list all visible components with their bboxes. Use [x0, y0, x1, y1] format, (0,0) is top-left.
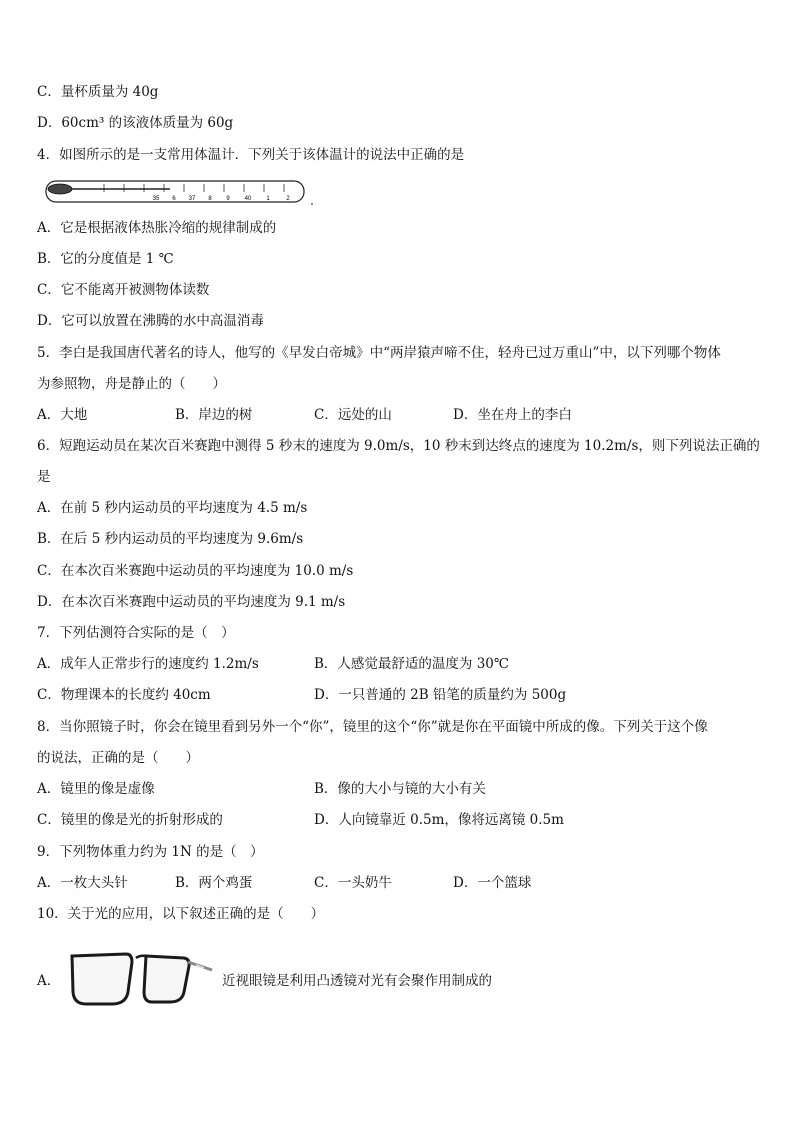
q7-option-d: D．一只普通的 2B 铅笔的质量约为 500g	[314, 687, 567, 703]
q6-option-b: B．在后 5 秒内运动员的平均速度为 9.6m/s	[37, 531, 304, 547]
q6-option-a: A．在前 5 秒内运动员的平均速度为 4.5 m/s	[37, 500, 308, 516]
thermometer-scale-label: 2	[286, 196, 290, 202]
q4-option-a: A．它是根据液体热胀冷缩的规律制成的	[37, 220, 277, 236]
thermometer-scale-label: 37	[188, 196, 196, 202]
q10-option-a-label: A．	[37, 973, 61, 989]
q5-option-c: C．远处的山	[314, 407, 392, 423]
thermometer-scale-label: 8	[208, 196, 212, 202]
q4-option-d: D．它可以放置在沸腾的水中高温消毒	[37, 313, 264, 329]
q8-option-b: B．像的大小与镜的大小有关	[314, 781, 486, 797]
q5-stem-line1: 5．李白是我国唐代著名的诗人，他写的《早发白帝城》中“两岸猿声啼不住，轻舟已过万重山”中，以下列哪个物体	[37, 345, 721, 361]
q5-option-b: B．岸边的树	[175, 407, 253, 423]
q6-stem-line2: 是	[37, 469, 51, 485]
q6-option-c: C．在本次百米赛跑中运动员的平均速度为 10.0 m/s	[37, 563, 354, 579]
q3-option-c: C．量杯质量为 40g	[37, 84, 159, 100]
q6-stem-line1: 6．短跑运动员在某次百米赛跑中测得 5 秒末的速度为 9.0m/s，10 秒末到达终点的速度为 10.2m/s，则下列说法正确的	[37, 438, 760, 454]
q7-option-a: A．成年人正常步行的速度约 1.2m/s	[37, 656, 259, 672]
q5-option-d: D．坐在舟上的李白	[453, 407, 572, 423]
thermometer-scale-label: 35	[152, 196, 160, 202]
q7-option-b: B．人感觉最舒适的温度为 30℃	[314, 656, 509, 672]
thermometer-scale-label: 1	[266, 196, 270, 202]
q4-option-b: B．它的分度值是 1 ℃	[37, 251, 174, 267]
q10-option-a-text: 近视眼镜是利用凸透镜对光有会聚作用制成的	[222, 973, 492, 989]
q7-option-c: C．物理课本的长度约 40cm	[37, 687, 211, 703]
thermometer-scale-label: 40	[244, 196, 252, 202]
q5-option-a: A．大地	[37, 407, 88, 423]
q8-stem-line2: 的说法，正确的是（ ）	[37, 750, 199, 766]
q8-option-d: D．人向镜靠近 0.5m，像将远离镜 0.5m	[314, 812, 564, 828]
q10-stem: 10．关于光的应用，以下叙述正确的是（ ）	[37, 906, 325, 922]
thermometer-scale-label: 9	[226, 196, 230, 202]
eyeglasses-image	[66, 948, 214, 1010]
q8-option-c: C．镜里的像是光的折射形成的	[37, 812, 223, 828]
q4-option-c: C．它不能离开被测物体读数	[37, 282, 210, 298]
q6-option-d: D．在本次百米赛跑中运动员的平均速度为 9.1 m/s	[37, 594, 346, 610]
q9-option-c: C．一头奶牛	[314, 875, 392, 891]
q7-stem: 7．下列估测符合实际的是（ ）	[37, 625, 235, 641]
q8-stem-line1: 8．当你照镜子时，你会在镜里看到另外一个“你”，镜里的这个“你”就是你在平面镜中所成的像。下列关于这个像	[37, 719, 708, 735]
q9-option-a: A．一枚大头针	[37, 875, 128, 891]
q3-option-d: D．60cm³ 的该液体质量为 60g	[37, 115, 234, 131]
q8-option-a: A．镜里的像是虚像	[37, 781, 155, 797]
q9-option-b: B．两个鸡蛋	[175, 875, 253, 891]
q9-option-d: D．一个篮球	[453, 875, 532, 891]
q9-stem: 9．下列物体重力约为 1N 的是（ ）	[37, 844, 264, 860]
q4-stem: 4．如图所示的是一支常用体温计．下列关于该体温计的说法中正确的是	[37, 147, 465, 163]
thermometer-scale-label: 6	[172, 196, 176, 202]
q5-stem-line2: 为参照物，舟是静止的（ ）	[37, 376, 226, 392]
thermometer-image	[44, 178, 316, 206]
